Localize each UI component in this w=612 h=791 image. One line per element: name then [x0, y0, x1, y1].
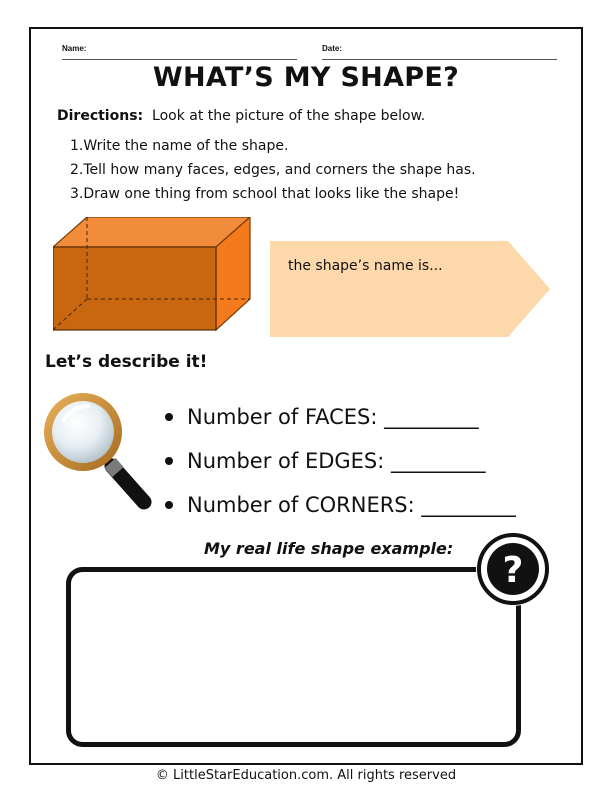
example-label: My real life shape example: [204, 539, 454, 558]
date-line[interactable] [322, 59, 557, 60]
shape-name-prompt: the shape’s name is... [288, 258, 443, 274]
direction-steps [70, 134, 476, 206]
edges-row[interactable] [165, 439, 516, 483]
name-label: Name: [62, 44, 87, 53]
step-1: 1.Write the name of the shape. [70, 138, 289, 154]
question-mark-icon [474, 530, 552, 608]
corners-row[interactable] [165, 483, 516, 527]
bullet-icon [165, 413, 173, 421]
directions [57, 108, 425, 124]
describe-heading: Let’s describe it! [45, 352, 208, 372]
count-list [165, 395, 516, 527]
svg-text:?: ? [502, 550, 524, 591]
edges-count-prompt: Number of EDGES: _________ [187, 449, 486, 473]
name-line[interactable] [62, 59, 297, 60]
magnifying-glass-icon [40, 390, 155, 515]
rectangular-prism-icon [53, 217, 253, 333]
faces-count-prompt: Number of FACES: _________ [187, 405, 479, 429]
bullet-icon [165, 457, 173, 465]
step-3: 3.Draw one thing from school that looks like the shape! [70, 186, 460, 202]
corners-count-prompt: Number of CORNERS: _________ [187, 493, 516, 517]
faces-row[interactable] [165, 395, 516, 439]
copyright-footer: © LittleStarEducation.com. All rights reserved [155, 768, 457, 783]
example-drawing-box[interactable] [66, 567, 521, 747]
directions-label: Directions: [57, 108, 144, 124]
page-title: WHAT’S MY SHAPE? [152, 62, 460, 93]
step-2: 2.Tell how many faces, edges, and corners the shape has. [70, 162, 476, 178]
date-label: Date: [322, 44, 343, 53]
shape-name-arrow[interactable] [270, 241, 552, 337]
bullet-icon [165, 501, 173, 509]
directions-text: Look at the picture of the shape below. [152, 108, 426, 124]
